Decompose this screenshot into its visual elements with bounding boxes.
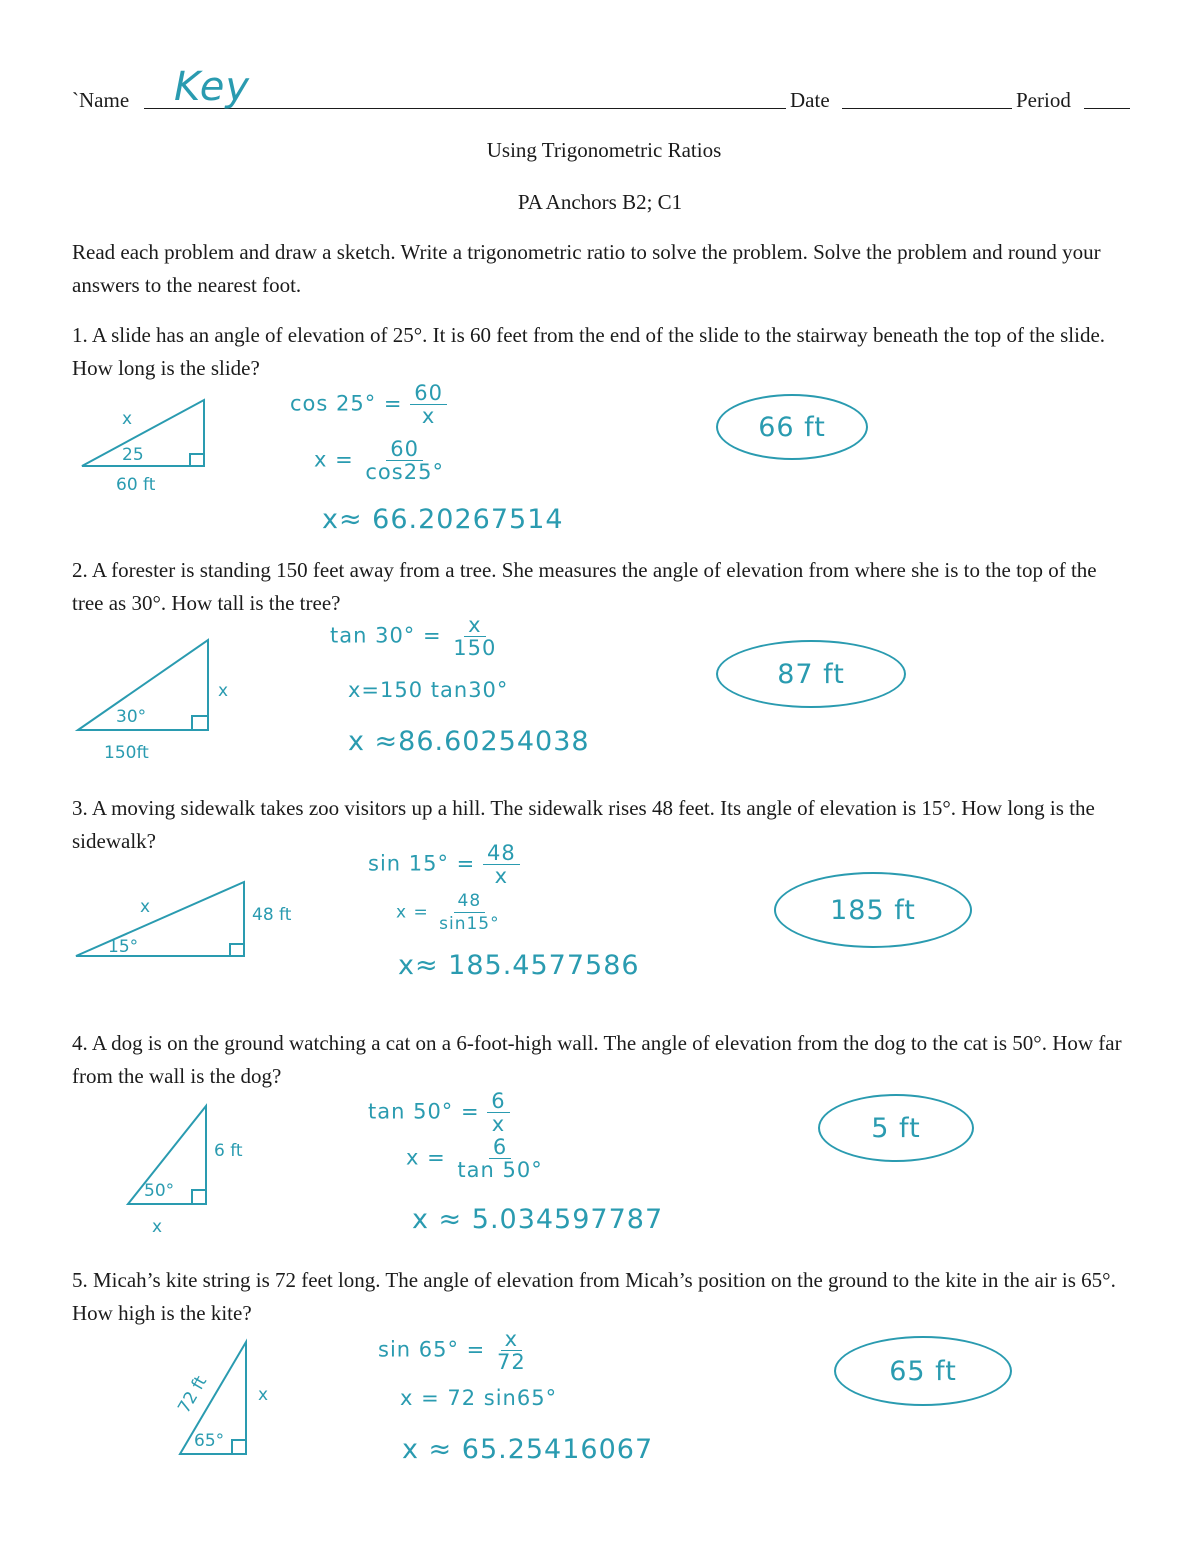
problem-5-step1: sin 65° = $\frac{x}{72}$ bbox=[378, 1327, 526, 1374]
problem-3-step3: x≈ 185.4577586 bbox=[398, 950, 640, 981]
problem-2-side-label: x bbox=[218, 681, 229, 701]
problem-1-answer-oval bbox=[716, 394, 868, 460]
problem-5-answer: 65 ft bbox=[889, 1355, 957, 1387]
problem-5-sketch bbox=[166, 1338, 286, 1478]
problem-2-angle-label: 30° bbox=[116, 707, 147, 727]
problem-3-angle-label: 15° bbox=[108, 937, 139, 957]
problem-4-step2: x = $\frac{6}{\tan 50^\circ}$ bbox=[406, 1135, 543, 1182]
problem-1-step1: cos 25° = $\frac{60}{x}$ bbox=[290, 382, 447, 427]
problem-3-answer: 185 ft bbox=[830, 894, 916, 926]
problem-4-answer: 5 ft bbox=[871, 1112, 921, 1144]
instructions: Read each problem and draw a sketch. Write a trigonometric ratio to solve the problem. Solve the problem and round your answers to the nearest foot. bbox=[72, 240, 1101, 297]
problem-4-sketch bbox=[122, 1100, 282, 1240]
problem-2-sketch bbox=[72, 636, 242, 766]
problem-5-hyp-label: 72 ft bbox=[174, 1372, 212, 1417]
page-title: Using Trigonometric Ratios bbox=[486, 138, 722, 162]
problem-1-step2: x = $\frac{60}{\cos 25^\circ}$ bbox=[314, 437, 444, 484]
date-line[interactable] bbox=[842, 108, 1012, 109]
problem-4-step1: tan 50° = $\frac{6}{x}$ bbox=[368, 1090, 510, 1135]
page-subtitle: PA Anchors B2; C1 bbox=[517, 190, 683, 214]
name-value: Key bbox=[174, 64, 251, 110]
problem-1-angle-label: 25 bbox=[122, 445, 144, 465]
problem-5-text: 5. Micah’s kite string is 72 feet long. The angle of elevation from Micah’s position on the ground to the kite in the air is 65°. How high is the kite? bbox=[72, 1268, 1116, 1325]
problem-2-step2: x=150 tan30° bbox=[348, 678, 509, 702]
problem-4-vertical-label: 6 ft bbox=[214, 1141, 243, 1161]
problem-2-step3: x ≈86.60254038 bbox=[348, 726, 590, 757]
problem-5-angle-label: 65° bbox=[194, 1431, 225, 1451]
problem-3-side-label: x bbox=[140, 897, 151, 917]
problem-3-text: 3. A moving sidewalk takes zoo visitors up a hill. The sidewalk rises 48 feet. Its angle of elevation is 15°. How long is the sidewalk? bbox=[72, 796, 1095, 853]
problem-2-answer-oval bbox=[716, 640, 906, 708]
problem-5-step3: x ≈ 65.25416067 bbox=[402, 1434, 654, 1465]
problem-3-vertical-label: 48 ft bbox=[252, 905, 292, 925]
problem-1-sketch bbox=[78, 394, 218, 495]
problem-2-base-label: 150ft bbox=[104, 743, 149, 763]
problem-4-step3: x ≈ 5.034597787 bbox=[412, 1204, 664, 1235]
problem-5-side-label: x bbox=[258, 1385, 269, 1405]
problem-3-answer-oval bbox=[774, 872, 972, 948]
period-line[interactable] bbox=[1084, 108, 1130, 109]
problem-5-answer-oval bbox=[834, 1336, 1012, 1406]
problem-1-text: 1. A slide has an angle of elevation of 25°. It is 60 feet from the end of the slide to the stairway beneath the top of the slide. How long is the slide? bbox=[72, 323, 1106, 380]
problem-1-answer: 66 ft bbox=[758, 411, 826, 443]
problem-1-side-label: x bbox=[122, 409, 133, 429]
period-label: Period bbox=[1016, 88, 1071, 112]
problem-4-answer-oval bbox=[818, 1094, 974, 1162]
date-label: Date bbox=[790, 88, 830, 112]
problem-1-base-label: 60 ft bbox=[116, 475, 156, 495]
problem-2-step1: tan 30° = $\frac{x}{150}$ bbox=[330, 613, 497, 660]
problem-4-text: 4. A dog is on the ground watching a cat on a 6-foot-high wall. The angle of elevation from the dog to the cat is 50°. How far from the wall is the dog? bbox=[72, 1031, 1122, 1088]
name-label: `Name bbox=[72, 88, 130, 112]
problem-2-answer: 87 ft bbox=[777, 658, 845, 690]
problem-1-step3: x≈ 66.20267514 bbox=[322, 504, 564, 535]
problem-4-base-label: x bbox=[152, 1217, 163, 1237]
problem-5-step2: x = 72 sin65° bbox=[400, 1386, 558, 1410]
problem-3-step1: sin 15° = $\frac{48}{x}$ bbox=[368, 842, 520, 887]
problem-2-text: 2. A forester is standing 150 feet away from a tree. She measures the angle of elevation from where she is to the top of the tree as 30°. How tall is the tree? bbox=[72, 558, 1097, 615]
problem-3-sketch bbox=[72, 876, 332, 966]
problem-4-angle-label: 50° bbox=[144, 1181, 175, 1201]
problem-3-step2: x = $\frac{48}{\sin 15^\circ}$ bbox=[396, 891, 500, 934]
